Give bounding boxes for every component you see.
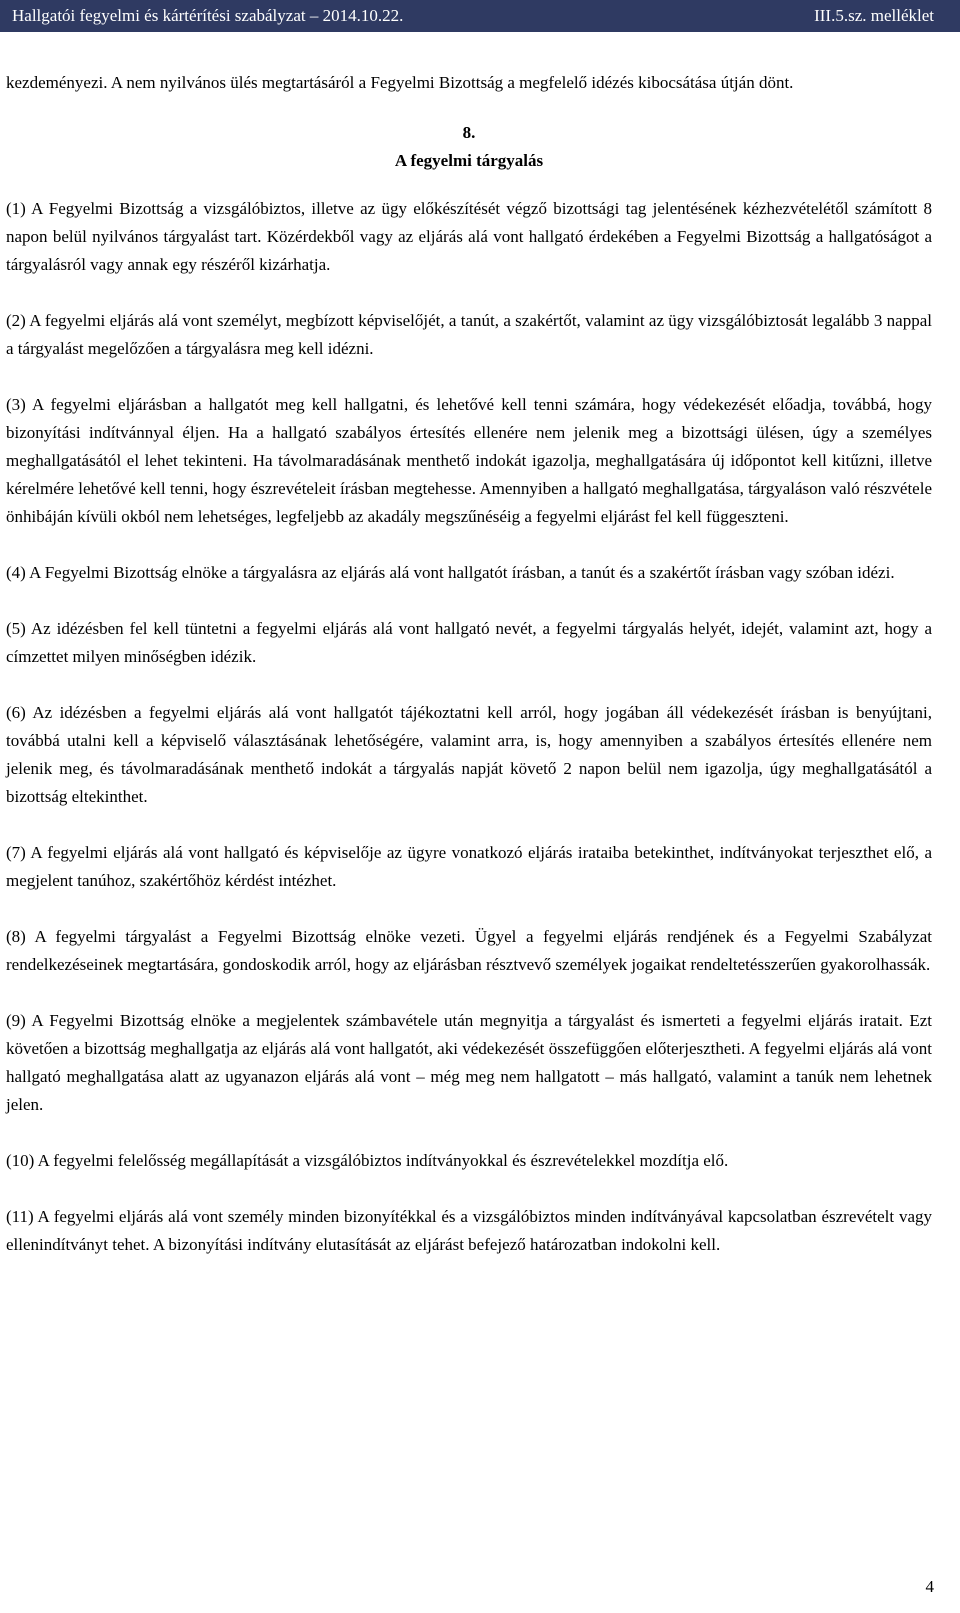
section-number: 8. — [462, 123, 476, 142]
page-number: 4 — [925, 1577, 934, 1596]
paragraph-6: (6) Az idézésben a fegyelmi eljárás alá vont hallgatót tájékoztatni kell arról, hogy jogában áll védekezését írásban is benyújtani, továbbá utalni kell a képviselő választásának lehetőségére, valamint arra, is, hogy amennyiben a szabályos értesítés ellenére nem jelenik meg, és távolmaradásának menthető indokát a tárgyalás napját követő 2 napon belül nem igazolja, úgy meghallgatásától a bizottság eltekinthet. — [6, 703, 932, 806]
paragraph-2: (2) A fegyelmi eljárás alá vont személyt, megbízott képviselőjét, a tanút, a szakértőt, valamint az ügy vizsgálóbiztosát legalább 3 nappal a tárgyalást megelőzően a tárgyalásra meg kell idézni. — [6, 311, 932, 358]
paragraph-8: (8) A fegyelmi tárgyalást a Fegyelmi Bizottság elnöke vezeti. Ügyel a fegyelmi eljárás rendjének és a Fegyelmi Szabályzat rendelkezéseinek megtartására, gondoskodik arról, hogy az eljárásban résztvevő személyek jogaikat rendeltetésszerűen gyakorolhassák. — [6, 927, 932, 974]
document-body — [6, 69, 932, 1287]
paragraph-3: (3) A fegyelmi eljárásban a hallgatót meg kell hallgatni, és lehetővé kell tenni számára, hogy védekezését előadja, továbbá, hogy bizonyítási indítvánnyal éljen. Ha a hallgató szabályos értesítés ellenére nem jelenik meg a bizottsági ülésen, úgy a személyes meghallgatásától el lehet tekinteni. Ha távolmaradásának menthető indokát igazolja, meghallgatására új időpontot kell kitűzni, illetve kérelmére lehetővé kell tenni, hogy észrevételeit írásban megtehesse. Amennyiben a hallgató meghallgatása, tárgyaláson való részvétele önhibáján kívüli okból nem lehetséges, legfeljebb az akadály megszűnéséig a fegyelmi eljárást fel kell függeszteni. — [6, 395, 932, 526]
paragraph-4: (4) A Fegyelmi Bizottság elnöke a tárgyalásra az eljárás alá vont hallgatót írásban, a tanút és a szakértőt írásban vagy szóban idézi. — [6, 563, 895, 582]
paragraph-1: (1) A Fegyelmi Bizottság a vizsgálóbiztos, illetve az ügy előkészítését végző bizottsági tag jelentésének kézhezvételétől számított 8 napon belül nyilvános tárgyalást tart. Közérdekből vagy az eljárás alá vont hallgató érdekében a Fegyelmi Bizottság a hallgatóságot a tárgyalásról vagy annak egy részéről kizárhatja. — [6, 199, 932, 274]
paragraph-5: (5) Az idézésben fel kell tüntetni a fegyelmi eljárás alá vont hallgató nevét, a fegyelmi tárgyalás helyét, idejét, valamint azt, hogy a címzettet milyen minőségben idézik. — [6, 619, 932, 666]
paragraph-9: (9) A Fegyelmi Bizottság elnöke a megjelentek számbavétele után megnyitja a tárgyalást és ismerteti a fegyelmi eljárás iratait. Ezt követően a bizottság meghallgatja az eljárás alá vont hallgatót, aki védekezését összefüggően előterjesztheti. A fegyelmi eljárás alá vont hallgató meghallgatása alatt az ugyanazon eljárás alá vont – még meg nem hallgatott – más hallgató, valamint a tanúk nem lehetnek jelen. — [6, 1011, 932, 1114]
paragraph-11: (11) A fegyelmi eljárás alá vont személy minden bizonyítékkal és a vizsgálóbiztos minden indítványával kapcsolatban észrevételt vagy ellenindítványt tehet. A bizonyítási indítvány elutasítását az eljárást befejező határozatban indokolni kell. — [6, 1207, 932, 1254]
section-heading — [6, 119, 932, 175]
page-header — [0, 0, 960, 32]
paragraph-7: (7) A fegyelmi eljárás alá vont hallgató és képviselője az ügyre vonatkozó eljárás irataiba betekinthet, indítványokat terjeszthet elő, a megjelent tanúhoz, szakértőhöz kérdést intézhet. — [6, 843, 932, 890]
section-title: A fegyelmi tárgyalás — [394, 151, 544, 170]
intro-paragraph: kezdeményezi. A nem nyilvános ülés megtartásáról a Fegyelmi Bizottság a megfelelő idézés kibocsátása útján dönt. — [6, 73, 794, 92]
paragraph-10: (10) A fegyelmi felelősség megállapítását a vizsgálóbiztos indítványokkal és észrevételekkel mozdítja elő. — [6, 1151, 729, 1170]
header-document-title: Hallgatói fegyelmi és kártérítési szabályzat – 2014.10.22. — [12, 6, 404, 25]
header-annex-label: III.5.sz. melléklet — [814, 6, 934, 25]
